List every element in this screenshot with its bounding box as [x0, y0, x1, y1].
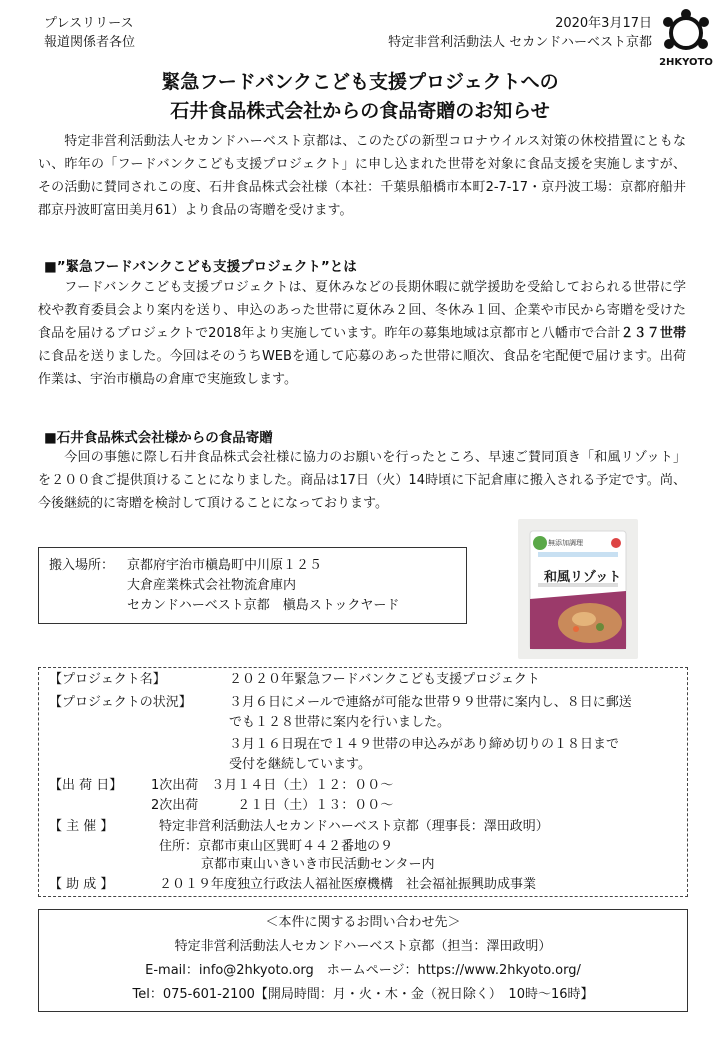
host-address: 住所：京都市東山区巽町４４２番地の９: [159, 839, 394, 854]
host-label: 【 主 催 】: [49, 819, 114, 834]
section-heading-donation: ■石井食品株式会社様からの食品寄贈: [44, 430, 273, 446]
intro-paragraph: [38, 130, 686, 222]
project-name-label: 【プロジェクト名】: [49, 672, 166, 687]
title-line-2: 石井食品株式会社からの食品寄贈のお知らせ: [170, 100, 550, 122]
household-count: ２３７世帯: [620, 326, 686, 341]
host-value: 特定非営利活動法人セカンドハーベスト京都（理事長：澤田政明）: [159, 819, 549, 834]
issuing-org: 特定非営利活動法人 セカンドハーベスト京都: [388, 35, 652, 50]
delivery-label: 搬入場所：: [49, 558, 115, 573]
shipping-label: 【出 荷 日】: [49, 778, 123, 793]
grant-label: 【 助 成 】: [49, 877, 114, 892]
product-name: 和風リゾット: [544, 570, 622, 585]
release-date: 2020年3月17日: [555, 16, 652, 31]
delivery-location-box: [38, 547, 467, 624]
release-type: プレスリリース: [44, 16, 134, 31]
project-name-value: ２０２０年緊急フードバンクこども支援プロジェクト: [229, 672, 540, 687]
project-desc-b: に食品を送りました。今回はそのうちWEBを通して応募のあった世帯に順次、食品を宅配便で届けます。出荷作業は、宇治市槇島の倉庫で実施致します。: [38, 349, 686, 387]
title-line-1: 緊急フードバンクこども支援プロジェクトへの: [161, 71, 559, 93]
project-status-line-4: 受付を継続しています。: [229, 757, 371, 772]
shipping-second: 2次出荷 ２１日（土）１３：００～: [151, 798, 394, 813]
project-desc-a: フードバンクこども支援プロジェクトは、夏休みなどの長期休暇に就学援助を受給しておられる世帯に学校や教育委員会より案内を送り、申込のあった世帯に夏休み２回、冬休み１回、企業や市民から寄贈を受けた食品を届けるプロジェクトで2018年より実施しています。昨年の募集地域は京都市と八幡市で合計: [38, 280, 686, 341]
contact-heading: ＜本件に関するお問い合わせ先＞: [265, 915, 461, 930]
contact-tel: Tel：075-601-2100【開局時間：月・火・木・金（祝日除く） 10時～16時】: [132, 987, 594, 1002]
host-address-2: 京都市東山いきいき市民活動センター内: [201, 857, 435, 872]
intro-text: 特定非営利活動法人セカンドハーベスト京都は、このたびの新型コロナウイルス対策の休校措置にともない、昨年の「フードバンクこども支援プロジェクト」に申し込まれた世帯を対象に食品支援を実施しますが、その活動に賛同されこの度、石井食品株式会社様（本社：千葉県船橋市本町2-7-17・京丹波工場：京都府船井郡京丹波町富田美月61）より食品の寄贈を受けます。: [38, 134, 686, 218]
audience: 報道関係者各位: [44, 35, 136, 50]
release-header-left: [44, 14, 135, 52]
delivery-address: 京都府宇治市槇島町中川原１２５: [127, 558, 323, 573]
logo-wordmark: 2HKYOTO: [659, 57, 713, 68]
delivery-stockyard: セカンドハーベスト京都 槇島ストックヤード: [127, 598, 400, 613]
project-status-line-2: でも１２８世帯に案内を行いました。: [229, 715, 451, 730]
release-header-right: [388, 14, 652, 52]
product-photo: [518, 519, 638, 659]
contact-email-web[interactable]: E-mail：info@2hkyoto.org ホームページ：https://www.2hkyoto.org/: [145, 963, 581, 978]
people-circle-icon: [658, 8, 714, 54]
donation-description: [38, 446, 686, 515]
contact-box: [38, 909, 688, 1012]
product-badge: 無添加調理: [548, 539, 583, 547]
project-info-box: [38, 667, 688, 897]
delivery-warehouse: 大倉産業株式会社物流倉庫内: [127, 578, 297, 593]
donation-text: 今回の事態に際し石井食品株式会社様に協力のお願いを行ったところ、早速ご賛同頂き「和風リゾット」を２００食ご提供頂けることになりました。商品は17日（火）14時頃に下記倉庫に搬入される予定です。尚、今後継続的に寄贈を検討して頂けることになっております。: [38, 450, 686, 511]
section-heading-project: ■”緊急フードバンクこども支援プロジェクト”とは: [44, 259, 357, 275]
contact-org: 特定非営利活動法人セカンドハーベスト京都（担当：澤田政明）: [174, 939, 552, 954]
project-status-line-3: ３月１６日現在で１４９世帯の申込みがあり締め切りの１８日まで: [229, 737, 620, 752]
project-status-label: 【プロジェクトの状況】: [49, 695, 192, 710]
org-logo: [658, 8, 714, 68]
shipping-first: 1次出荷 ３月１４日（土）１２：００～: [151, 778, 394, 793]
page-title: [0, 68, 720, 126]
grant-value: ２０１９年度独立行政法人福祉医療機構 社会福祉振興助成事業: [159, 877, 537, 892]
project-description: [38, 276, 686, 391]
project-status-line-1: ３月６日にメールで連絡が可能な世帯９９世帯に案内し、８日に郵送: [229, 695, 632, 710]
